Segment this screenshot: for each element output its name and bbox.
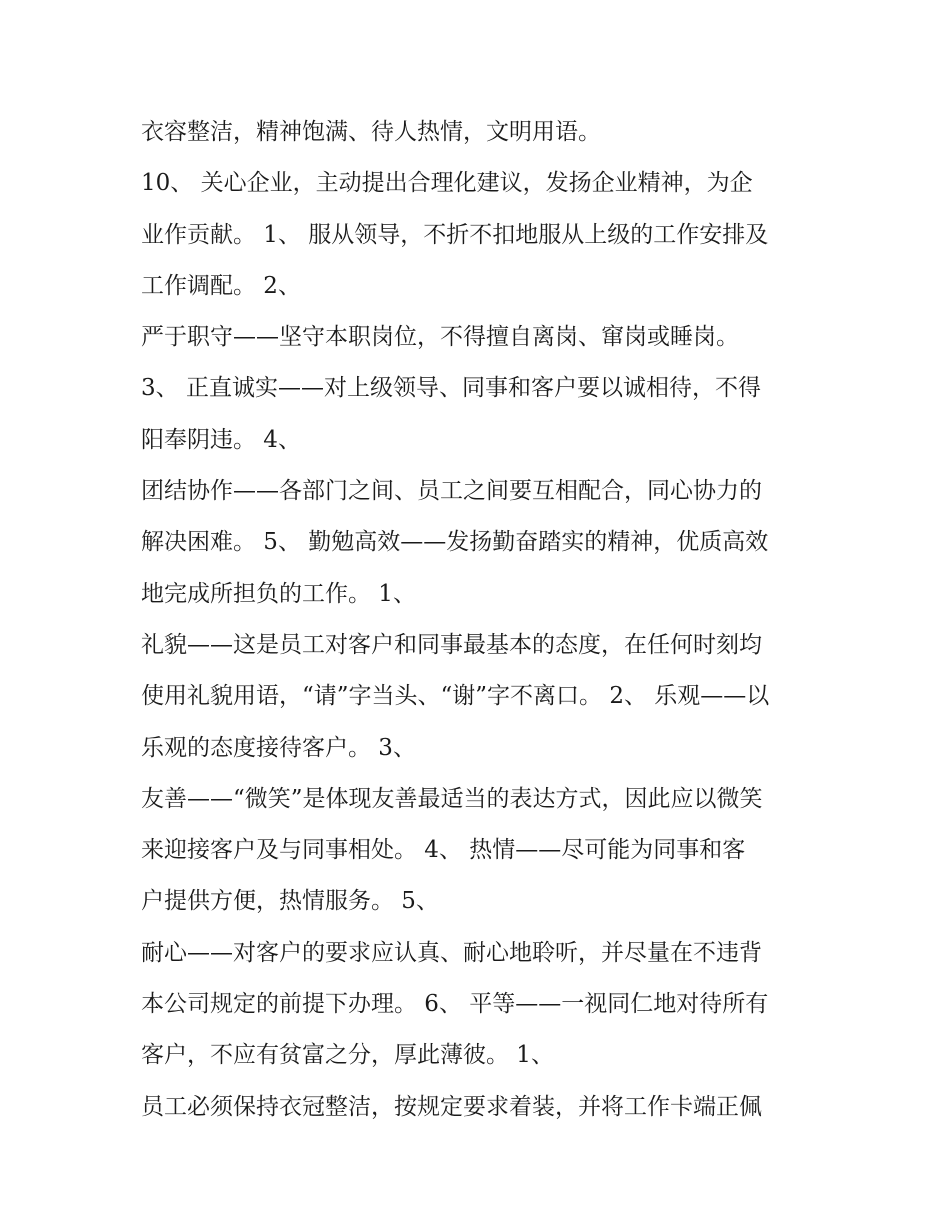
- text-line: 本公司规定的前提下办理。 6、 平等——一视同仁地对待所有: [141, 991, 769, 1018]
- text-line: 友善——“微笑”是体现友善最适当的表达方式，因此应以微笑: [141, 785, 763, 812]
- text-line: 使用礼貌用语，“请”字当头、“谢”字不离口。 2、 乐观——以: [141, 683, 770, 710]
- text-line: 员工必须保持衣冠整洁，按规定要求着装，并将工作卡端正佩: [141, 1093, 762, 1120]
- text-line: 乐观的态度接待客户。 3、: [141, 734, 416, 761]
- text-line: 客户，不应有贫富之分，厚此薄彼。 1、: [141, 1042, 554, 1069]
- text-line: 阳奉阴违。 4、: [141, 426, 301, 453]
- text-line: 3、 正直诚实——对上级领导、同事和客户要以诚相待，不得: [141, 375, 761, 402]
- text-line: 10、 关心企业，主动提出合理化建议，发扬企业精神，为企: [141, 170, 753, 197]
- text-line: 工作调配。 2、: [141, 272, 301, 299]
- text-line: 耐心——对客户的要求应认真、耐心地聆听，并尽量在不违背: [141, 939, 762, 966]
- text-line: 严于职守——坚守本职岗位，不得擅自离岗、窜岗或睡岗。: [141, 324, 739, 351]
- text-line: 解决困难。 5、 勤勉高效——发扬勤奋踏实的精神，优质高效: [141, 529, 769, 556]
- text-line: 地完成所担负的工作。 1、: [141, 580, 416, 607]
- text-line: 团结协作——各部门之间、员工之间要互相配合，同心协力的: [141, 478, 762, 505]
- document-body: [141, 107, 841, 1133]
- text-line: 衣容整洁，精神饱满、待人热情，文明用语。: [141, 119, 601, 145]
- text-line: 业作贡献。 1、 服从领导，不折不扣地服从上级的工作安排及: [141, 221, 769, 248]
- text-line: 来迎接客户及与同事相处。 4、 热情——尽可能为同事和客: [141, 837, 746, 864]
- text-line: 户提供方便，热情服务。 5、: [141, 888, 439, 915]
- text-line: 礼貌——这是员工对客户和同事最基本的态度，在任何时刻均: [141, 631, 762, 658]
